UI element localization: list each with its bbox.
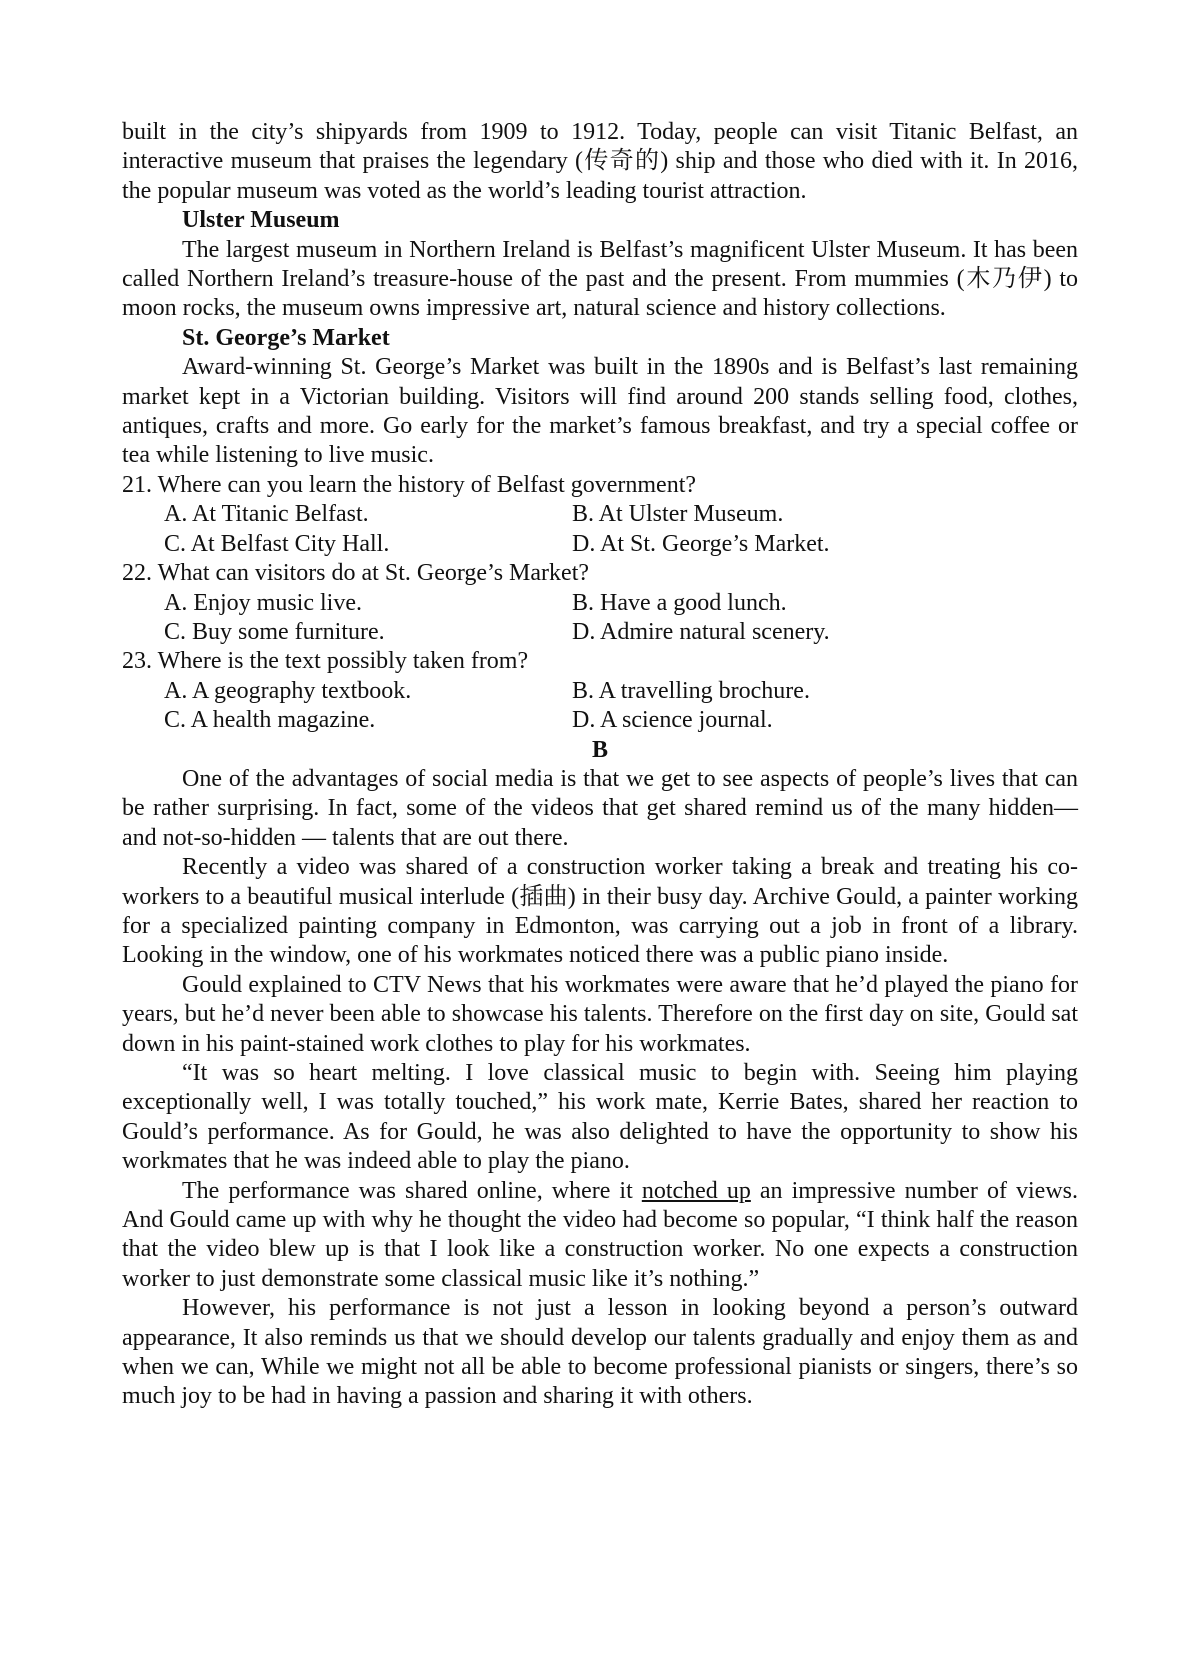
passage-a-intro: built in the city’s shipyards from 1909 to 1912. Today, people can visit Titanic Belfast, an interactive museum that praises the legendary (传奇的) ship and those who died with it. In 2016, the popular museum was voted as the world’s leading tourist attraction. <box>122 119 1078 204</box>
question-stem: 22. What can visitors do at St. George’s Market? <box>122 560 590 587</box>
option-c: C. At Belfast City Hall. <box>164 530 390 557</box>
passage-b-paragraph-4: “It was so heart melting. I love classical music to begin with. Seeing him playing exceptionally well, I was totally touched,” his work mate, Kerrie Bates, shared her reaction to Gould’s performance. As for Gould, he was also delighted to have the opportunity to show his workmates that he was indeed able to play the piano. <box>122 1060 1078 1175</box>
section-b-heading: B <box>591 736 608 763</box>
passage-b-paragraph-2: Recently a video was shared of a construction worker taking a break and treating his co-workers to a beautiful musical interlude (插曲) in their busy day. Archive Gould, a painter working for a specialized painting company in Edmonton, was carrying out a job in front of a library. Looking in the window, one of his workmates noticed there was a public piano inside. <box>122 854 1078 969</box>
answer-options <box>122 500 1078 559</box>
option-d: D. A science journal. <box>572 707 773 734</box>
option-c: C. Buy some furniture. <box>164 618 385 645</box>
option-a: A. A geography textbook. <box>164 677 412 704</box>
ulster-museum-text: The largest museum in Northern Ireland is Belfast’s magnificent Ulster Museum. It has been called Northern Ireland’s treasure-house of the past and the present. From mummies (木乃伊) to moon rocks, the museum owns impressive art, natural science and history collections. <box>122 236 1078 322</box>
exam-page <box>122 118 1078 1412</box>
underlined-phrase: notched up <box>641 1177 751 1204</box>
option-d: D. Admire natural scenery. <box>572 618 830 645</box>
paragraph-text: an impressive number of views. And Gould came up with why he thought the video had become so popular, “I think half the reason that the video blew up is that I look like a construction worker. No one expects a construction worker to just demonstrate some classical music like it’s nothing.” <box>122 1177 1079 1292</box>
option-c: C. A health magazine. <box>164 707 376 734</box>
option-b: B. Have a good lunch. <box>572 589 787 616</box>
option-d: D. At St. George’s Market. <box>572 530 830 557</box>
question-stem: 23. Where is the text possibly taken from? <box>122 648 529 675</box>
passage-b-paragraph-3: Gould explained to CTV News that his workmates were aware that he’d played the piano for years, but he’d never been able to showcase his talents. Therefore on the first day on site, Gould sat down in his paint-stained work clothes to play for his workmates. <box>122 971 1078 1057</box>
question-21 <box>122 471 1078 559</box>
option-b: B. A travelling brochure. <box>572 677 810 704</box>
ulster-museum-heading: Ulster Museum <box>182 207 340 234</box>
question-22 <box>122 559 1078 647</box>
passage-b-paragraph-5 <box>122 1177 1078 1295</box>
question-stem: 21. Where can you learn the history of Belfast government? <box>122 471 697 498</box>
option-a: A. At Titanic Belfast. <box>164 501 369 528</box>
option-b: B. At Ulster Museum. <box>572 501 784 528</box>
answer-options <box>122 589 1078 648</box>
st-georges-market-text: Award-winning St. George’s Market was built in the 1890s and is Belfast’s last remaining market kept in a Victorian building. Visitors will find around 200 stands selling food, clothes, antiques, crafts and more. Go early for the market’s famous breakfast, and try a special coffee or tea while listening to live music. <box>122 354 1078 469</box>
passage-b-paragraph-6: However, his performance is not just a lesson in looking beyond a person’s outward appearance, It also reminds us that we should develop our talents gradually and enjoy them as and when we can, While we might not all be able to become professional pianists or singers, there’s so much joy to be had in having a passion and sharing it with others. <box>122 1295 1078 1410</box>
question-23 <box>122 647 1078 735</box>
st-georges-market-heading: St. George’s Market <box>182 324 390 351</box>
paragraph-text: The performance was shared online, where it <box>182 1177 642 1204</box>
answer-options <box>122 677 1078 736</box>
option-a: A. Enjoy music live. <box>164 589 362 616</box>
passage-b-paragraph-1: One of the advantages of social media is that we get to see aspects of people’s lives that can be rather surprising. In fact, some of the videos that get shared remind us of the many hidden— and not-so-hidden — talents that are out there. <box>122 765 1078 851</box>
